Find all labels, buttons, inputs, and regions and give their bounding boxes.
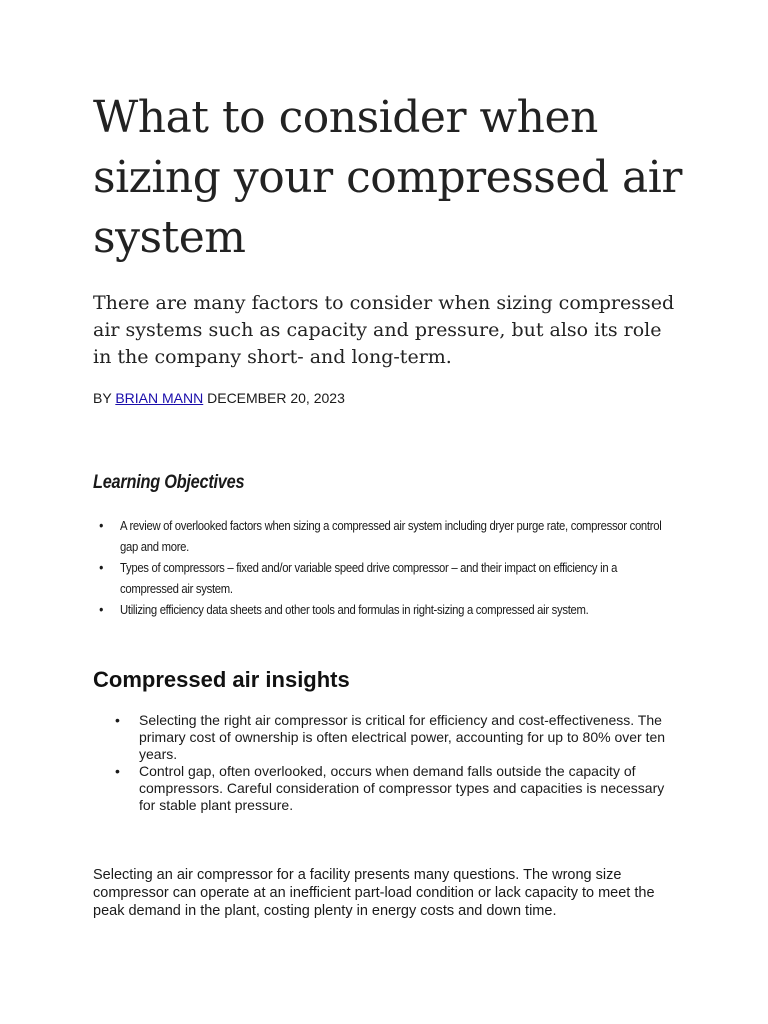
bullet-icon: • bbox=[115, 763, 120, 779]
insights-list bbox=[93, 712, 683, 814]
publish-date: DECEMBER 20, 2023 bbox=[207, 390, 345, 406]
bullet-icon: • bbox=[115, 712, 120, 728]
list-item bbox=[99, 557, 677, 599]
author-link[interactable]: BRIAN MANN bbox=[115, 390, 204, 406]
article bbox=[93, 88, 683, 920]
learning-objectives-heading: Learning Objectives bbox=[93, 472, 245, 493]
page-title: What to consider when sizing your compressed air system bbox=[93, 92, 682, 263]
article-subtitle: There are many factors to consider when sizing compressed air systems such as capacity and pressure, but also its role in the company short- and long-term. bbox=[93, 292, 675, 368]
bullet-icon: • bbox=[99, 517, 104, 533]
list-item-text: Utilizing efficiency data sheets and other tools and formulas in right-sizing a compressed air system. bbox=[120, 602, 589, 617]
list-item bbox=[99, 599, 677, 620]
insights-heading: Compressed air insights bbox=[93, 667, 350, 692]
list-item-text: Selecting the right air compressor is critical for efficiency and cost-effectiveness. The primary cost of ownership is often electrical power, accounting for up to 80% over ten years. bbox=[139, 712, 666, 762]
list-item bbox=[115, 712, 679, 763]
bullet-icon: • bbox=[99, 601, 104, 617]
list-item bbox=[115, 763, 679, 814]
byline-prefix: BY bbox=[93, 390, 112, 406]
list-item-text: Types of compressors – fixed and/or variable speed drive compressor – and their impact on efficiency in a compressed air system. bbox=[120, 560, 618, 596]
list-item-text: Control gap, often overlooked, occurs when demand falls outside the capacity of compressors. Careful consideration of compressor types and capacities is necessary for stable plant pressure. bbox=[139, 763, 665, 813]
bullet-icon: • bbox=[99, 559, 104, 575]
byline bbox=[93, 389, 683, 407]
list-item-text: A review of overlooked factors when sizing a compressed air system including dryer purge rate, compressor control gap and more. bbox=[120, 518, 662, 554]
list-item bbox=[99, 515, 677, 557]
body-paragraph: Selecting an air compressor for a facility presents many questions. The wrong size compressor can operate at an inefficient part-load condition or lack capacity to meet the peak demand in the plant, costing plenty in energy costs and down time. bbox=[93, 867, 655, 919]
learning-objectives-list bbox=[93, 515, 683, 620]
